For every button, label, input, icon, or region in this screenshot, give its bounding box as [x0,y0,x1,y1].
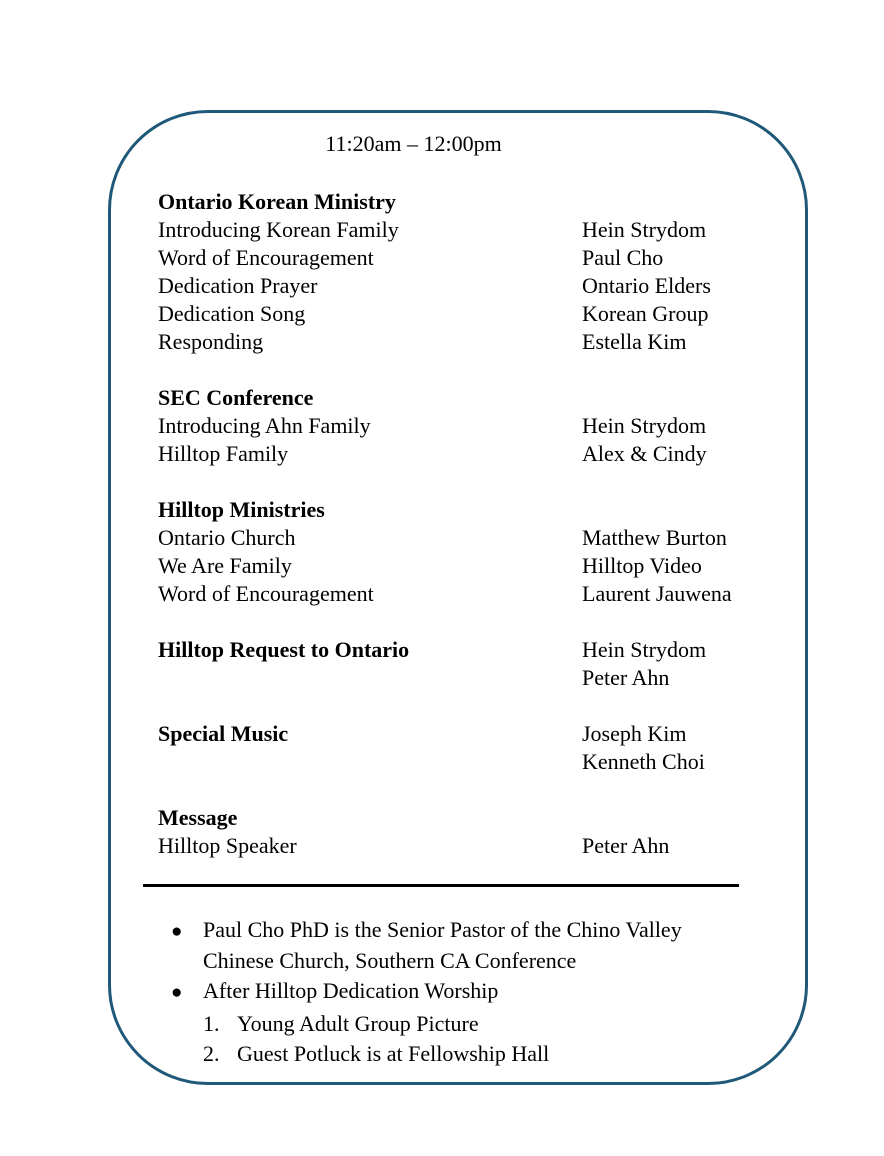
program-row [158,384,743,412]
section-divider [143,884,739,887]
program-row [158,328,743,356]
program-person-name: Ontario Elders [582,273,711,298]
program-row [158,580,743,608]
note-text: Guest Potluck is at Fellowship Hall [237,1041,550,1066]
program-section [158,804,743,860]
program-person-name: Laurent Jauwena [582,581,732,606]
bullet-icon [158,976,203,1009]
program-section [158,720,743,776]
program-section [158,496,743,608]
program-person-name: Estella Kim [582,329,687,354]
section-title: SEC Conference [158,385,314,410]
program-person-name: Kenneth Choi [582,749,705,774]
program-person-name: Peter Ahn [582,833,670,858]
program-row [158,720,743,748]
time-range-heading: 11:20am – 12:00pm [325,131,502,156]
section-title: Message [158,805,238,830]
notes-list [158,915,743,1070]
program-person-name [582,496,743,524]
program-row [158,636,743,664]
note-item [158,976,743,1009]
program-row [158,524,743,552]
program-item-label: Ontario Church [158,525,296,550]
program-person-name: Peter Ahn [582,665,670,690]
note-item [158,1009,743,1040]
program-row [158,272,743,300]
program-row [158,664,743,692]
program-item-label: Hilltop Speaker [158,833,297,858]
program-row [158,804,743,832]
program-person-name: Joseph Kim [582,721,687,746]
program-card [108,110,808,1085]
program-section [158,384,743,468]
program-row [158,748,743,776]
bullet-dot-icon: ● [171,982,183,1003]
program-item-label: Word of Encouragement [158,245,374,270]
bullet-dot-icon: ● [171,921,183,942]
program-item-label: Dedication Song [158,301,306,326]
program-item-label: We Are Family [158,553,292,578]
section-title: Special Music [158,721,289,746]
note-number: 1. [203,1010,220,1036]
section-title: Hilltop Request to Ontario [158,637,410,662]
program-person-name: Alex & Cindy [582,441,707,466]
note-item [158,915,743,976]
program-row [158,216,743,244]
note-text: Young Adult Group Picture [237,1010,479,1036]
note-item [158,1039,743,1070]
program-item-label: Introducing Ahn Family [158,413,371,438]
program-person-name: Hein Strydom [582,637,707,662]
program-item-label: Introducing Korean Family [158,217,399,242]
section-title: Ontario Korean Ministry [158,189,396,214]
program-person-name [582,804,743,832]
note-number: 2. [203,1041,220,1066]
program-person-name: Matthew Burton [582,525,727,550]
note-text: Paul Cho PhD is the Senior Pastor of the Chino Valley Chinese Church, Southern CA Conference [203,917,682,973]
program-person-name: Hein Strydom [582,413,707,438]
program-item-label: Responding [158,329,264,354]
program-person-name: Hilltop Video [582,553,702,578]
program-section [158,636,743,692]
program-person-name: Hein Strydom [582,217,707,242]
program-sections [158,188,743,860]
program-person-name: Paul Cho [582,245,664,270]
program-item-label [158,664,582,692]
section-title: Hilltop Ministries [158,497,325,522]
program-item-label: Word of Encouragement [158,581,374,606]
program-row [158,188,743,216]
program-row [158,412,743,440]
program-item-label: Dedication Prayer [158,273,318,298]
program-row [158,496,743,524]
program-row [158,300,743,328]
program-item-label [158,748,582,776]
bullet-icon [158,915,203,948]
program-person-name [582,188,743,216]
program-row [158,440,743,468]
program-section [158,188,743,356]
note-text: After Hilltop Dedication Worship [203,978,499,1003]
program-card-content [158,130,743,1070]
program-row [158,244,743,272]
program-row [158,552,743,580]
program-person-name: Korean Group [582,301,709,326]
program-item-label: Hilltop Family [158,441,289,466]
program-row [158,832,743,860]
program-person-name [582,384,743,412]
